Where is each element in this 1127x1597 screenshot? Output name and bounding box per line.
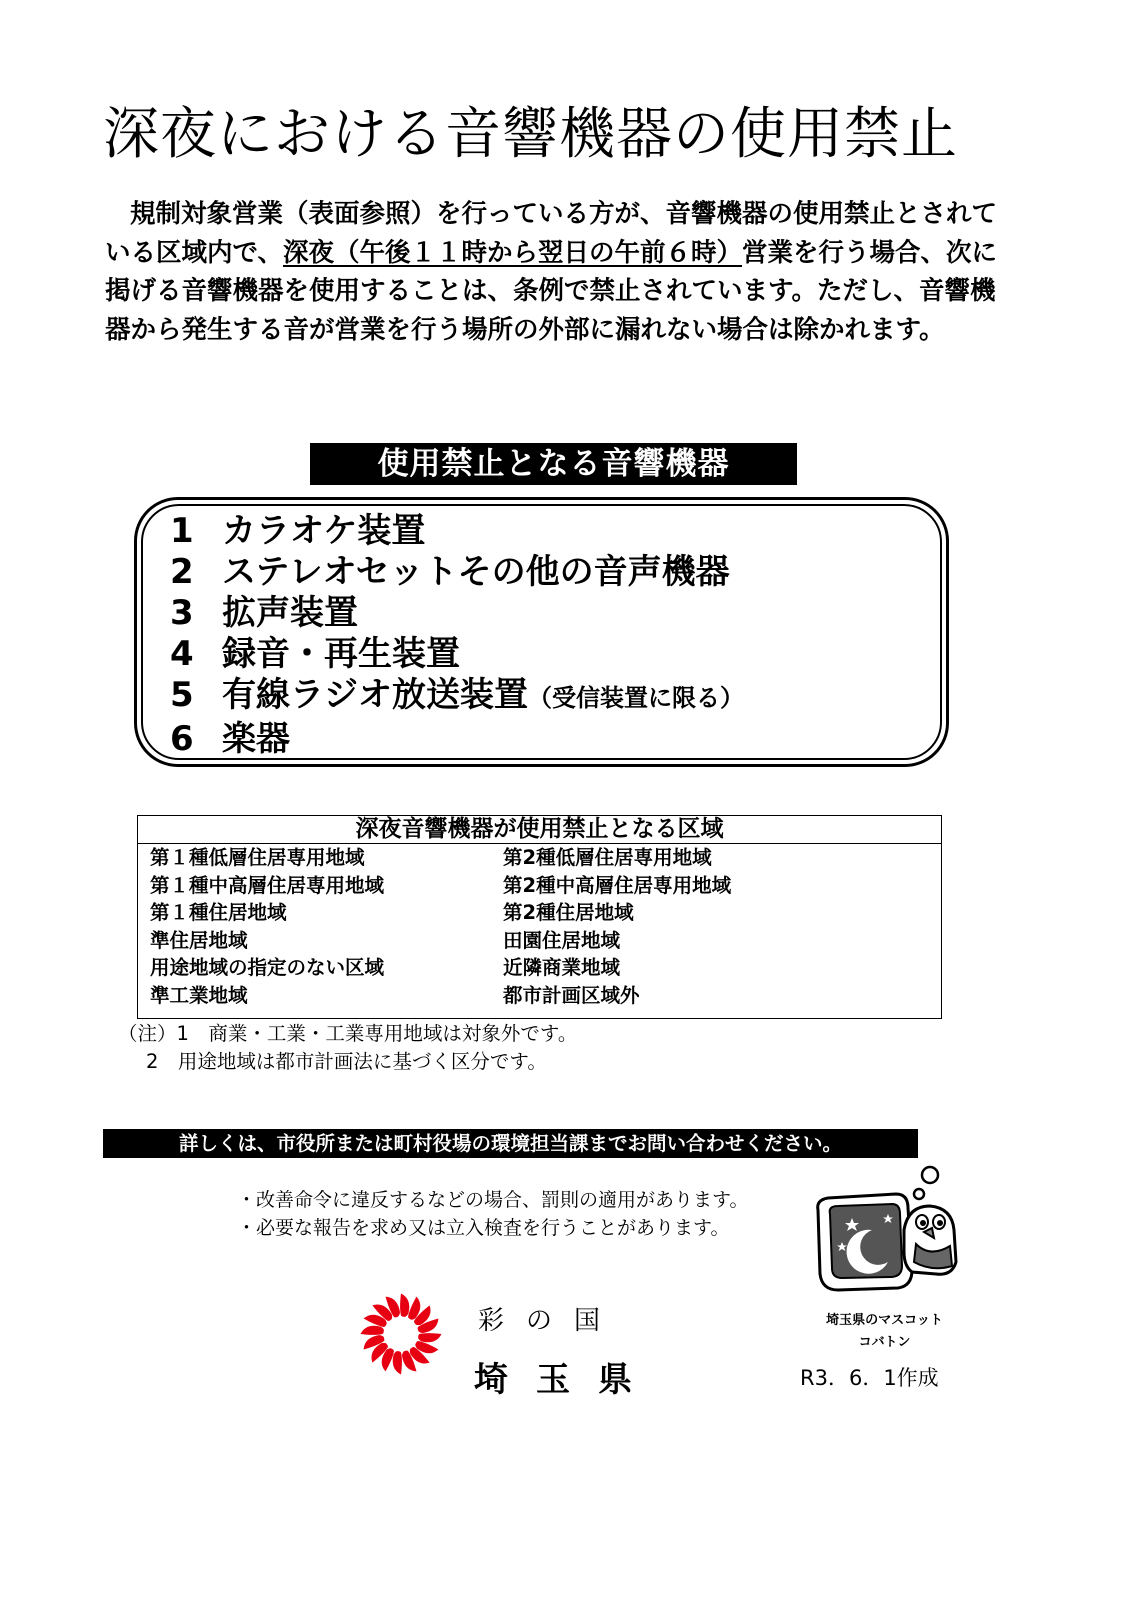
intro-paragraph: [105, 195, 1015, 349]
area-table: [137, 815, 942, 1019]
equipment-item: [170, 511, 744, 552]
creation-date: R3．6．1作成: [800, 1366, 939, 1390]
area-item: 田園住居地域: [503, 928, 621, 952]
equipment-item: [170, 634, 744, 675]
equipment-item-number: 4: [170, 634, 194, 674]
equipment-item-number: 2: [170, 552, 194, 592]
emblem-center: [384, 1317, 419, 1352]
area-item: 第2種低層住居専用地域: [503, 846, 712, 869]
equipment-item-label: 録音・再生装置: [222, 634, 460, 674]
area-item: 準工業地域: [150, 983, 248, 1007]
area-item: 第１種低層住居専用地域: [150, 846, 365, 869]
area-item: 第2種住居地域: [503, 901, 634, 924]
area-column-left: [150, 844, 384, 1009]
area-item: 近隣商業地域: [503, 956, 621, 979]
contact-banner: 詳しくは、市役所または町村役場の環境担当課までお問い合わせください。: [103, 1129, 918, 1158]
equipment-item-number: 3: [170, 593, 194, 633]
equipment-item: [170, 552, 744, 593]
emblem-petal: [400, 1294, 409, 1318]
equipment-item-number: 6: [170, 719, 194, 759]
equipment-list: [170, 511, 744, 760]
equipment-item-number: 5: [170, 675, 194, 715]
saitama-emblem-icon: [355, 1288, 447, 1380]
area-table-title: 深夜音響機器が使用禁止となる区域: [138, 816, 941, 844]
equipment-item-label: カラオケ装置: [222, 511, 426, 551]
emblem-petal: [361, 1326, 385, 1335]
mascot-caption-line: 埼玉県のマスコット: [826, 1313, 943, 1328]
equipment-item: [170, 719, 744, 760]
equipment-heading: 使用禁止となる音響機器: [310, 443, 797, 485]
equipment-item-label: ステレオセットその他の音声機器: [222, 552, 730, 592]
area-item: 第2種中高層住居専用地域: [503, 873, 732, 897]
penalty-note: ・必要な報告を求め又は立入検査を行うことがあります。: [237, 1217, 730, 1239]
kobaton-mascot-icon: [808, 1162, 968, 1302]
equipment-item: [170, 593, 744, 634]
mascot-name: コバトン: [858, 1335, 911, 1350]
equipment-item-note: （受信装置に限る）: [528, 684, 744, 712]
area-column-right: [503, 844, 731, 1009]
area-item: 用途地域の指定のない区域: [150, 956, 385, 979]
footnote: 2 用途地域は都市計画法に基づく区分です。: [146, 1050, 547, 1073]
intro-text-before: 規制対象営業（表面参照）を行っている方が、音響機器の使用禁止とされている区域内で、: [105, 199, 998, 268]
footnote: （注）1 商業・工業・工業専用地域は対象外です。: [118, 1022, 578, 1045]
penalty-note: ・改善命令に違反するなどの場合、罰則の適用があります。: [237, 1189, 749, 1211]
intro-emphasis-hours: 深夜（午後１１時から翌日の午前６時）: [283, 237, 743, 268]
equipment-item-label: 拡声装置: [222, 593, 358, 633]
mascot-caption: [812, 1310, 957, 1354]
emblem-petal: [418, 1333, 442, 1342]
penalty-notes: [237, 1186, 748, 1242]
area-item: 第１種中高層住居専用地域: [150, 873, 385, 897]
equipment-item-label: 有線ラジオ放送装置: [222, 675, 528, 715]
area-item: 準住居地域: [150, 928, 248, 952]
prefecture-name: 埼玉県: [474, 1360, 660, 1400]
emblem-petal: [393, 1351, 402, 1375]
footnotes: [118, 1020, 577, 1076]
equipment-item-label: 楽器: [222, 719, 290, 759]
equipment-item: [170, 675, 744, 719]
area-item: 都市計画区域外: [503, 983, 640, 1007]
intro-text-after: 営業を行う場合、次に掲げる音響機器を使用することは、条例で禁止されています。ただし、音響機器から発生する音が営業を行う場所の外部に漏れない場合は除かれます。: [105, 237, 998, 345]
area-item: 第１種住居地域: [150, 901, 287, 924]
equipment-item-number: 1: [170, 511, 194, 551]
emblem-subtitle: 彩の国: [478, 1306, 623, 1336]
page-title: 深夜における音響機器の使用禁止: [103, 102, 958, 167]
